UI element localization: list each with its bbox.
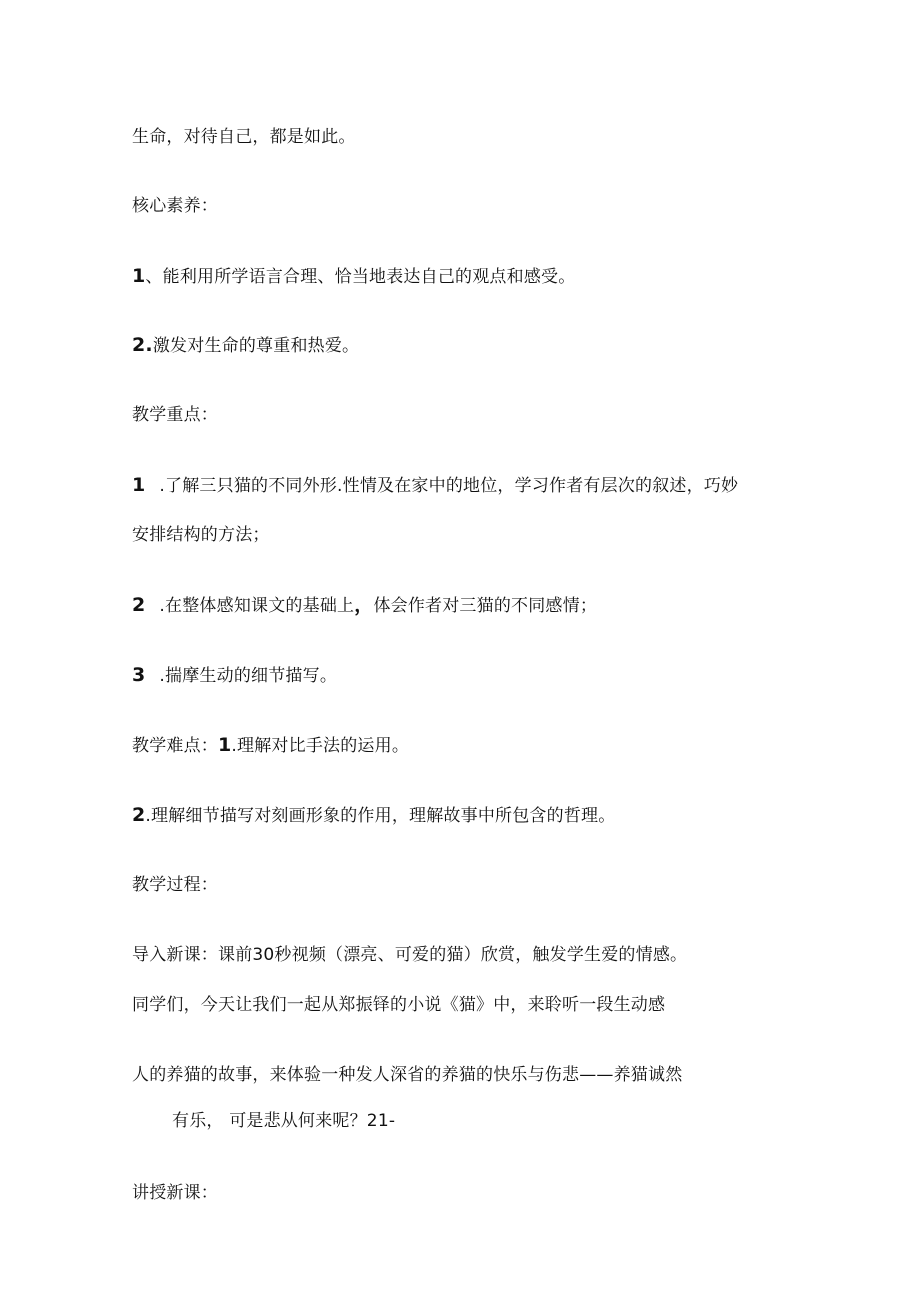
core-item-1-number: 1 (132, 265, 146, 287)
difficulty-item-1-text: .理解对比手法的运用。 (231, 736, 410, 756)
difficulty-item-2-text: .理解细节描写对刻画形象的作用，理解故事中所包含的哲理。 (145, 806, 616, 826)
intro-line-4: 有乐， 可是悲从何来呢？21- (172, 1111, 396, 1131)
key-item-3-number: 3 (132, 664, 146, 686)
key-item-1 (132, 474, 738, 497)
difficulty-item-2 (132, 804, 615, 827)
key-item-1-continuation: 安排结构的方法； (132, 525, 270, 545)
key-item-2-text-b: 体会作者对三猫的不同感情； (373, 596, 598, 616)
difficulty-item-2-number: 2 (132, 804, 146, 826)
paragraph-life: 生命，对待自己，都是如此。 (132, 127, 356, 147)
difficulty-label: 教学难点： (132, 736, 218, 756)
key-item-2-number: 2 (132, 594, 146, 616)
difficulty-item-1 (132, 734, 409, 757)
core-item-1 (132, 265, 575, 288)
heading-new-lesson: 讲授新课： (132, 1183, 218, 1203)
key-item-3 (132, 664, 337, 687)
key-item-2-text-a: .在整体感知课文的基础上 (159, 596, 355, 616)
key-item-2 (132, 594, 597, 617)
heading-key-points: 教学重点： (132, 405, 218, 425)
difficulty-item-1-number: 1 (218, 734, 232, 756)
heading-teaching-process: 教学过程： (132, 875, 218, 895)
key-item-3-text: .揣摩生动的细节描写。 (159, 666, 338, 686)
intro-line-3: 人的养猫的故事，来体验一种发人深省的养猫的快乐与伤悲——养猫诚然 (132, 1065, 683, 1085)
heading-core-literacy: 核心素养： (132, 196, 218, 216)
key-item-1-text: .了解三只猫的不同外形.性情及在家中的地位，学习作者有层次的叙述，巧妙 (159, 476, 739, 496)
key-item-2-comma: ， (354, 594, 374, 616)
intro-line-1: 导入新课：课前30秒视频（漂亮、可爱的猫）欣赏，触发学生爱的情感。 (132, 945, 688, 965)
core-item-1-text: 、能利用所学语言合理、恰当地表达自己的观点和感受。 (145, 267, 576, 287)
core-item-2 (132, 334, 359, 357)
key-item-1-number: 1 (132, 474, 146, 496)
core-item-2-text: 激发对生命的尊重和热爱。 (152, 336, 360, 356)
intro-line-2: 同学们，今天让我们一起从郑振铎的小说《猫》中，来聆听一段生动感 (132, 995, 666, 1015)
core-item-2-number: 2. (132, 334, 153, 356)
